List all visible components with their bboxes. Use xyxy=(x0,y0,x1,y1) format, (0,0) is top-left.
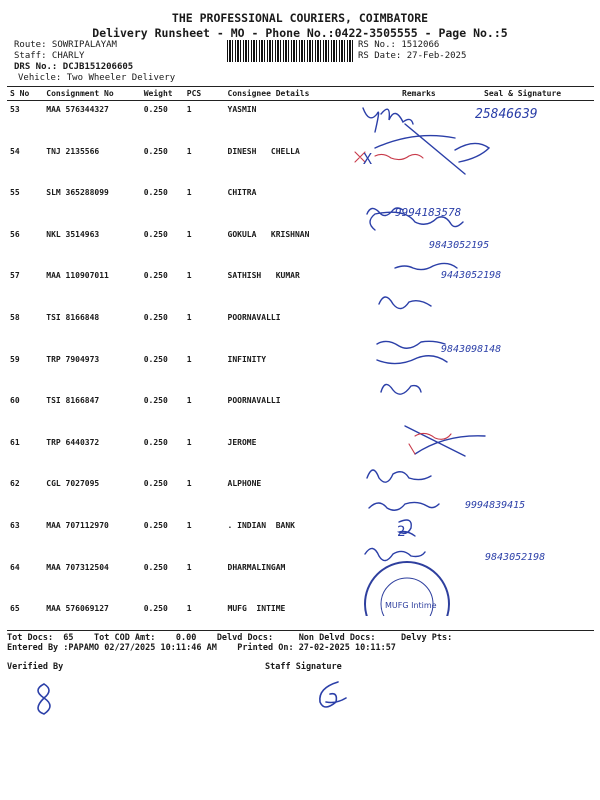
row-consignee xyxy=(225,434,400,476)
row-sno-text: 61 xyxy=(10,437,20,447)
row-consignment xyxy=(43,517,140,559)
table-row xyxy=(7,184,594,226)
row-consignment-text: TSI 8166848 xyxy=(46,312,100,322)
row-sno xyxy=(7,392,43,434)
row-weight xyxy=(141,392,184,434)
staff-label: Staff: CHARLY xyxy=(14,51,85,61)
verified-by-label: Verified By xyxy=(7,662,64,672)
row-sno xyxy=(7,184,43,226)
row-signature xyxy=(451,184,594,226)
row-weight-text: 0.250 xyxy=(143,562,168,572)
row-pcs-text: 1 xyxy=(186,604,192,614)
phone-53: 25846639 xyxy=(475,107,538,122)
row-consignee xyxy=(225,309,400,351)
rs-date: RS Date: 27-Feb-2025 xyxy=(358,51,467,61)
entered-by-line: Entered By :PAPAMO 02/27/2025 10:11:46 AM Printed On: 27-02-2025 10:11:57 xyxy=(7,643,396,653)
row-consignment xyxy=(43,475,140,517)
row-weight-text: 0.250 xyxy=(143,520,168,530)
row-pcs xyxy=(184,184,225,226)
digit-63: 2 xyxy=(397,524,406,540)
row-consignee-text: YASMIN xyxy=(227,105,257,114)
row-consignee xyxy=(225,184,400,226)
row-remarks xyxy=(399,143,451,185)
row-consignment-text: MAA 707312504 xyxy=(46,562,109,572)
row-sno-text: 60 xyxy=(10,396,20,406)
row-signature xyxy=(451,392,594,434)
phone-57b: 9443052198 xyxy=(441,270,502,281)
table-row xyxy=(7,351,594,393)
row-consignment xyxy=(43,267,140,309)
row-pcs-text: 1 xyxy=(186,437,192,447)
row-consignment xyxy=(43,309,140,351)
drs-value: DCJB151206605 xyxy=(62,62,134,72)
row-pcs-text: 1 xyxy=(186,396,192,406)
row-weight xyxy=(141,226,184,268)
table-row xyxy=(7,143,594,185)
row-weight xyxy=(141,559,184,601)
row-consignee-text: JEROME xyxy=(227,437,257,447)
row-weight-text: 0.250 xyxy=(143,437,168,447)
row-remarks xyxy=(399,267,451,309)
rs-number: RS No.: 1512066 xyxy=(358,40,440,50)
row-consignee xyxy=(225,559,400,601)
route-label: Route: SOWRIPALAYAM xyxy=(14,40,117,50)
row-pcs xyxy=(184,434,225,476)
drs-label: DRS No.: xyxy=(14,62,58,72)
row-consignment-text: TNJ 2135566 xyxy=(46,146,100,156)
row-consignee-text: INFINITY xyxy=(227,354,267,364)
row-weight-text: 0.250 xyxy=(143,604,168,614)
col-pcs: PCS xyxy=(184,87,225,101)
row-consignment xyxy=(43,143,140,185)
row-consignment-text: TRP 7904973 xyxy=(46,354,100,364)
row-pcs-text: 1 xyxy=(186,105,192,114)
row-consignee-text: ALPHONE xyxy=(227,479,262,489)
row-weight xyxy=(141,351,184,393)
row-remarks xyxy=(399,559,451,601)
row-consignee xyxy=(225,101,400,143)
row-weight xyxy=(141,267,184,309)
row-sno xyxy=(7,434,43,476)
row-consignment xyxy=(43,226,140,268)
verified-signature xyxy=(24,680,64,724)
row-pcs-text: 1 xyxy=(186,562,192,572)
row-consignee-text: SATHISH KUMAR xyxy=(227,271,300,281)
table-row xyxy=(7,517,594,559)
row-pcs-text: 1 xyxy=(186,520,192,530)
row-weight xyxy=(141,475,184,517)
row-remarks xyxy=(399,517,451,559)
table-row xyxy=(7,434,594,476)
row-remarks xyxy=(399,392,451,434)
row-consignment xyxy=(43,559,140,601)
row-signature xyxy=(451,559,594,601)
row-sno xyxy=(7,475,43,517)
table-header-row xyxy=(7,87,594,101)
row-consignee-text: POORNAVALLI xyxy=(227,396,281,406)
col-weight: Weight xyxy=(141,87,184,101)
row-weight-text: 0.250 xyxy=(143,396,168,406)
row-weight xyxy=(141,101,184,143)
row-remarks xyxy=(399,351,451,393)
row-pcs-text: 1 xyxy=(186,312,192,322)
barcode xyxy=(227,40,353,62)
row-sno-text: 59 xyxy=(10,354,20,364)
row-consignment-text: TSI 8166847 xyxy=(46,396,100,406)
row-pcs xyxy=(184,392,225,434)
row-weight-text: 0.250 xyxy=(143,188,168,198)
row-remarks xyxy=(399,226,451,268)
row-weight-text: 0.250 xyxy=(143,229,168,239)
mark-54: X xyxy=(363,150,373,168)
row-pcs-text: 1 xyxy=(186,188,192,198)
row-consignment xyxy=(43,351,140,393)
stamp-text: MUFG Intime xyxy=(385,601,437,610)
row-weight-text: 0.250 xyxy=(143,479,168,489)
row-consignee-text: GOKULA KRISHNAN xyxy=(227,229,310,239)
table-row xyxy=(7,309,594,351)
table-row xyxy=(7,475,594,517)
row-signature xyxy=(451,351,594,393)
row-consignment xyxy=(43,392,140,434)
row-remarks xyxy=(399,434,451,476)
row-sno-text: 65 xyxy=(10,604,20,614)
row-pcs xyxy=(184,143,225,185)
row-pcs-text: 1 xyxy=(186,271,192,281)
row-consignee-text: DHARMALINGAM xyxy=(227,562,286,572)
row-remarks xyxy=(399,475,451,517)
col-signature: Seal & Signature xyxy=(451,87,594,101)
col-consignment: Consignment No xyxy=(43,87,140,101)
row-weight xyxy=(141,309,184,351)
row-sno xyxy=(7,351,43,393)
row-consignment xyxy=(43,101,140,143)
row-consignment-text: TRP 6440372 xyxy=(46,437,100,447)
row-signature xyxy=(451,226,594,268)
row-weight-text: 0.250 xyxy=(143,105,168,114)
table-row xyxy=(7,559,594,601)
row-sno-text: 58 xyxy=(10,312,20,322)
row-signature xyxy=(451,600,594,642)
row-sno-text: 56 xyxy=(10,229,20,239)
table-row xyxy=(7,101,594,143)
row-sno xyxy=(7,517,43,559)
row-sno xyxy=(7,309,43,351)
row-pcs-text: 1 xyxy=(186,479,192,489)
row-consignee-text: . INDIAN BANK xyxy=(227,520,295,530)
row-pcs xyxy=(184,267,225,309)
row-pcs-text: 1 xyxy=(186,229,192,239)
row-pcs xyxy=(184,475,225,517)
row-pcs xyxy=(184,226,225,268)
row-sno-text: 55 xyxy=(10,188,20,198)
drs-number xyxy=(14,62,133,72)
row-sno-text: 62 xyxy=(10,479,20,489)
sheet-title: THE PROFESSIONAL COURIERS, COIMBATORE xyxy=(171,11,429,25)
row-sno-text: 53 xyxy=(10,105,20,114)
row-signature xyxy=(451,101,594,143)
row-consignee xyxy=(225,226,400,268)
row-sno xyxy=(7,267,43,309)
row-sno xyxy=(7,559,43,601)
row-consignment-text: NKL 3514963 xyxy=(46,229,100,239)
row-signature xyxy=(451,434,594,476)
row-consignment-text: MAA 576069127 xyxy=(46,604,109,614)
runsheet-table xyxy=(7,86,594,642)
row-weight-text: 0.250 xyxy=(143,312,168,322)
row-weight-text: 0.250 xyxy=(143,271,168,281)
phone-63: 9994839415 xyxy=(465,500,526,511)
row-sno xyxy=(7,226,43,268)
row-consignment xyxy=(43,184,140,226)
row-consignee xyxy=(225,475,400,517)
phone-59: 9843098148 xyxy=(441,344,502,355)
row-pcs xyxy=(184,351,225,393)
row-sno-text: 54 xyxy=(10,146,20,156)
row-consignee xyxy=(225,517,400,559)
row-signature xyxy=(451,475,594,517)
row-sno xyxy=(7,101,43,143)
row-signature xyxy=(451,517,594,559)
row-consignment-text: MAA 110907011 xyxy=(46,271,109,281)
row-consignee xyxy=(225,351,400,393)
row-pcs xyxy=(184,309,225,351)
col-remarks: Remarks xyxy=(399,87,451,101)
table-row xyxy=(7,226,594,268)
row-signature xyxy=(451,309,594,351)
row-consignee-text: CHITRA xyxy=(227,188,257,198)
row-consignee xyxy=(225,392,400,434)
row-consignment-text: CGL 7027095 xyxy=(46,479,100,489)
row-weight-text: 0.250 xyxy=(143,354,168,364)
row-sno xyxy=(7,143,43,185)
row-signature xyxy=(451,143,594,185)
phone-56: 9994183578 xyxy=(395,206,462,219)
row-weight-text: 0.250 xyxy=(143,146,168,156)
row-consignee xyxy=(225,267,400,309)
col-sno: S No xyxy=(7,87,43,101)
row-pcs-text: 1 xyxy=(186,354,192,364)
row-consignee-text: DINESH CHELLA xyxy=(227,146,300,156)
table-row xyxy=(7,392,594,434)
row-consignee-text: POORNAVALLI xyxy=(227,312,281,322)
phone-57a: 9843052195 xyxy=(429,240,490,251)
row-sno-text: 57 xyxy=(10,271,20,281)
row-remarks xyxy=(399,309,451,351)
row-pcs xyxy=(184,517,225,559)
totals-line: Tot Docs: 65 Tot COD Amt: 0.00 Delvd Docs: Non Delvd Docs: Delvy Pts: xyxy=(7,633,453,643)
row-consignee xyxy=(225,143,400,185)
row-weight xyxy=(141,517,184,559)
staff-signature-label: Staff Signature xyxy=(265,662,342,672)
row-remarks xyxy=(399,184,451,226)
row-consignment-text: MAA 576344327 xyxy=(46,105,109,114)
phone-64: 9843052198 xyxy=(485,552,546,563)
row-consignment-text: MAA 707112970 xyxy=(46,520,109,530)
row-consignee-text: MUFG INTIME xyxy=(227,604,286,614)
row-remarks xyxy=(399,101,451,143)
row-weight xyxy=(141,184,184,226)
staff-signature xyxy=(310,676,350,720)
vehicle-label: Vehicle: Two Wheeler Delivery xyxy=(18,73,176,83)
sheet-subtitle: Delivery Runsheet - MO - Phone No.:0422-3505555 - Page No.:5 xyxy=(92,26,508,40)
row-consignment-text: SLM 365288099 xyxy=(46,188,109,198)
row-weight xyxy=(141,143,184,185)
row-pcs-text: 1 xyxy=(186,146,192,156)
totals-divider xyxy=(7,630,594,631)
row-consignment xyxy=(43,434,140,476)
row-signature xyxy=(451,267,594,309)
row-sno-text: 64 xyxy=(10,562,20,572)
row-weight xyxy=(141,434,184,476)
table-row xyxy=(7,267,594,309)
row-pcs xyxy=(184,101,225,143)
col-consignee: Consignee Details xyxy=(225,87,400,101)
row-sno-text: 63 xyxy=(10,520,20,530)
row-pcs xyxy=(184,559,225,601)
